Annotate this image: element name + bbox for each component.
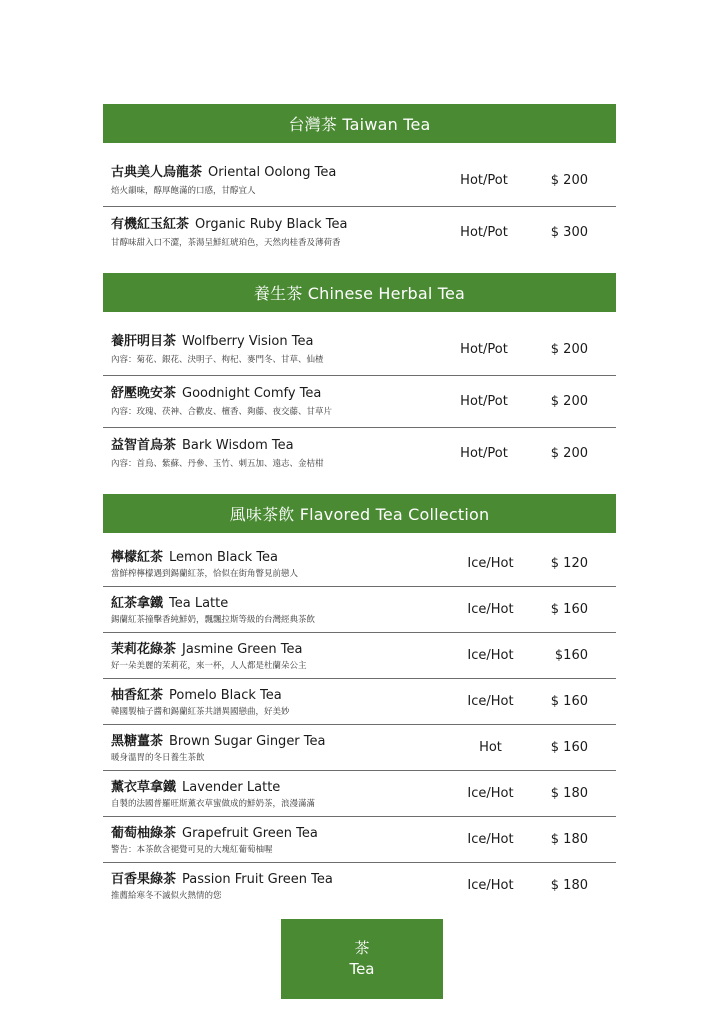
section-title: 養生茶 Chinese Herbal Tea bbox=[253, 284, 466, 303]
item-name-zh: 養肝明目茶 bbox=[111, 334, 177, 349]
item-name-zh: 黑糖薑茶 bbox=[111, 734, 164, 749]
item-name-en: Wolfberry Vision Tea bbox=[182, 334, 314, 349]
item-name-en: Pomelo Black Tea bbox=[169, 688, 282, 703]
item-serving: Hot/Pot bbox=[460, 394, 508, 409]
item-name-zh: 薰衣草拿鐵 bbox=[111, 780, 177, 795]
item-name bbox=[111, 638, 302, 657]
item-serving: Hot/Pot bbox=[460, 225, 508, 240]
section-items-chinese-herbal-tea bbox=[103, 312, 616, 480]
item-name bbox=[111, 161, 336, 180]
section-spacer bbox=[103, 259, 616, 273]
tea-menu bbox=[103, 104, 616, 909]
item-name-en: Brown Sugar Ginger Tea bbox=[169, 734, 326, 749]
item-description: 韓國製柚子醬和錫蘭紅茶共譜異國戀曲，好美妙 bbox=[111, 707, 290, 717]
menu-item bbox=[103, 817, 616, 863]
menu-item bbox=[103, 863, 616, 909]
menu-item bbox=[103, 587, 616, 633]
menu-item bbox=[103, 541, 616, 587]
item-serving: Hot/Pot bbox=[460, 446, 508, 461]
item-price: $ 200 bbox=[550, 446, 588, 461]
item-name-zh: 古典美人烏龍茶 bbox=[111, 165, 203, 180]
item-price: $ 160 bbox=[550, 602, 588, 617]
menu-item bbox=[103, 207, 616, 259]
section-items-taiwan-tea bbox=[103, 143, 616, 259]
item-name-zh: 茉莉花綠茶 bbox=[111, 642, 177, 657]
item-serving: Ice/Hot bbox=[467, 694, 514, 709]
item-price: $ 160 bbox=[550, 694, 588, 709]
item-serving: Ice/Hot bbox=[467, 786, 514, 801]
item-name-en: Grapefruit Green Tea bbox=[182, 826, 318, 841]
item-price: $ 200 bbox=[550, 342, 588, 357]
section-spacer bbox=[103, 480, 616, 494]
item-description: 內容：首烏、紫蘇、丹參、玉竹、刺五加、遠志、金桔柑 bbox=[111, 459, 324, 469]
item-name bbox=[111, 592, 228, 611]
item-name bbox=[111, 434, 294, 453]
footer-tea-badge bbox=[281, 919, 443, 999]
item-name bbox=[111, 822, 318, 841]
item-name-zh: 葡萄柚綠茶 bbox=[111, 826, 177, 841]
item-name-zh: 有機紅玉紅茶 bbox=[111, 217, 190, 232]
section-header-taiwan-tea bbox=[103, 104, 616, 143]
item-name-zh: 柚香紅茶 bbox=[111, 688, 164, 703]
item-name-zh: 舒壓晚安茶 bbox=[111, 386, 177, 401]
item-name bbox=[111, 382, 321, 401]
item-name-en: Oriental Oolong Tea bbox=[208, 165, 337, 180]
item-serving: Ice/Hot bbox=[467, 556, 514, 571]
menu-item bbox=[103, 428, 616, 480]
item-price: $ 180 bbox=[550, 786, 588, 801]
item-name-zh: 百香果綠茶 bbox=[111, 872, 177, 887]
item-serving: Hot/Pot bbox=[460, 173, 508, 188]
item-price: $ 200 bbox=[550, 173, 588, 188]
menu-item bbox=[103, 679, 616, 725]
item-serving: Hot/Pot bbox=[460, 342, 508, 357]
item-price: $ 160 bbox=[550, 740, 588, 755]
item-serving: Ice/Hot bbox=[467, 832, 514, 847]
footer-label-zh: 茶 bbox=[354, 939, 370, 957]
item-name-en: Organic Ruby Black Tea bbox=[195, 217, 348, 232]
item-name-en: Lavender Latte bbox=[182, 780, 281, 795]
footer-label-en: Tea bbox=[349, 960, 375, 978]
menu-item bbox=[103, 376, 616, 428]
item-serving: Ice/Hot bbox=[467, 878, 514, 893]
item-serving: Ice/Hot bbox=[467, 602, 514, 617]
item-name bbox=[111, 213, 347, 232]
menu-item bbox=[103, 633, 616, 679]
item-name-zh: 紅茶拿鐵 bbox=[111, 596, 164, 611]
item-name bbox=[111, 776, 280, 795]
section-title: 台灣茶 Taiwan Tea bbox=[288, 115, 431, 134]
item-name-en: Tea Latte bbox=[169, 596, 229, 611]
item-price: $ 180 bbox=[550, 878, 588, 893]
item-serving: Ice/Hot bbox=[467, 648, 514, 663]
item-name-en: Passion Fruit Green Tea bbox=[182, 872, 333, 887]
item-serving: Hot bbox=[479, 740, 502, 755]
item-description: 暖身溫胃的冬日養生茶飲 bbox=[111, 753, 205, 763]
menu-item bbox=[103, 324, 616, 376]
item-description: 警告：本茶飲含褪覺可見的大塊紅葡萄柚喔 bbox=[111, 845, 273, 855]
section-header-chinese-herbal-tea bbox=[103, 273, 616, 312]
item-name-zh: 益智首烏茶 bbox=[111, 438, 177, 453]
item-price: $ 180 bbox=[550, 832, 588, 847]
menu-item bbox=[103, 155, 616, 207]
item-name bbox=[111, 730, 326, 749]
item-name-en: Goodnight Comfy Tea bbox=[182, 386, 322, 401]
item-name-en: Jasmine Green Tea bbox=[182, 642, 303, 657]
item-name bbox=[111, 546, 278, 565]
item-description: 好一朵美麗的茉莉花，來一杯，人人都是杜蘭朵公主 bbox=[111, 661, 307, 671]
item-price: $ 200 bbox=[550, 394, 588, 409]
section-title: 風味茶飲 Flavored Tea Collection bbox=[229, 505, 490, 524]
item-name bbox=[111, 868, 333, 887]
item-name-zh: 檸檬紅茶 bbox=[111, 550, 164, 565]
menu-item bbox=[103, 771, 616, 817]
item-description: 內容：菊花、銀花、決明子、枸杞、麥門冬、甘草、仙楂 bbox=[111, 355, 324, 365]
item-name-en: Lemon Black Tea bbox=[169, 550, 279, 565]
item-price: $ 120 bbox=[550, 556, 588, 571]
item-name-en: Bark Wisdom Tea bbox=[182, 438, 294, 453]
item-description: 自製的法國普羅旺斯薰衣草蜜做成的鮮奶茶，浪漫滿滿 bbox=[111, 799, 316, 809]
item-name bbox=[111, 684, 282, 703]
item-description: 甘醇味甜入口不澀，茶湯呈鮮紅琥珀色，天然肉桂香及薄荷香 bbox=[111, 238, 341, 248]
section-header-flavored-tea bbox=[103, 494, 616, 533]
item-description: 內容：玫瑰、茯神、合歡皮、檀香、夠藤、夜交藤、甘草片 bbox=[111, 407, 333, 417]
item-description: 焙火韻味，醇厚飽滿的口感，甘醇宜人 bbox=[111, 186, 256, 196]
item-price: $160 bbox=[554, 648, 588, 663]
item-description: 錫蘭紅茶撞擊香純鮮奶，飄飄拉斯等級的台灣經典茶飲 bbox=[111, 615, 316, 625]
item-description: 推薦給寒冬不滅似火熱情的您 bbox=[111, 891, 222, 901]
item-price: $ 300 bbox=[550, 225, 588, 240]
item-description: 當鮮榨檸檬遇到錫蘭紅茶，恰似在街角瞥見前戀人 bbox=[111, 569, 299, 579]
item-name bbox=[111, 330, 313, 349]
menu-item bbox=[103, 725, 616, 771]
section-items-flavored-tea bbox=[103, 533, 616, 909]
